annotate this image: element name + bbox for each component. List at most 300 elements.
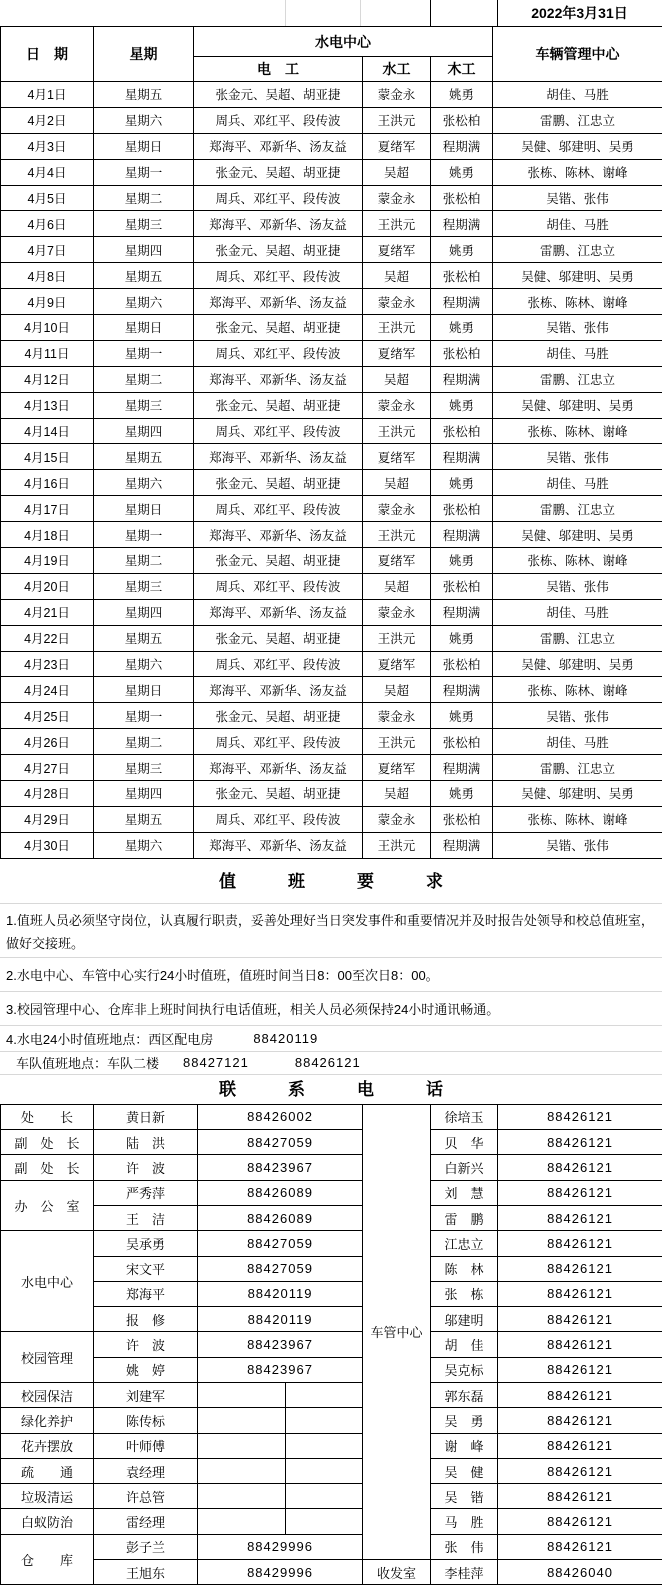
duty-note-5-label: 车队值班地点：车队二楼 xyxy=(16,1053,159,1072)
roster-cell-weekday: 星期五 xyxy=(94,263,194,289)
roster-cell-vehicle-duty: 张栋、陈林、谢峰 xyxy=(493,548,662,574)
roster-cell-plumber: 蒙金永 xyxy=(363,599,431,625)
roster-cell-plumber: 夏绪军 xyxy=(363,444,431,470)
contact-phone: 88423967 xyxy=(198,1155,363,1180)
contact-row xyxy=(1,1332,662,1357)
contact-name-right: 邬建明 xyxy=(431,1307,498,1332)
roster-row xyxy=(1,625,662,651)
roster-cell-vehicle-duty: 张栋、陈林、谢峰 xyxy=(493,418,662,444)
contact-phone-right: 88426121 xyxy=(498,1307,662,1332)
roster-cell-weekday: 星期一 xyxy=(94,522,194,548)
contact-row xyxy=(1,1509,662,1534)
contact-row xyxy=(1,1180,662,1205)
roster-cell-date: 4月29日 xyxy=(1,806,94,832)
roster-cell-date: 4月28日 xyxy=(1,781,94,807)
roster-row xyxy=(1,729,662,755)
contact-phone-right: 88426121 xyxy=(498,1509,662,1534)
roster-row xyxy=(1,832,662,858)
roster-cell-plumber: 夏绪军 xyxy=(363,340,431,366)
roster-cell-vehicle-duty: 胡佳、马胜 xyxy=(493,211,662,237)
roster-cell-date: 4月10日 xyxy=(1,315,94,341)
roster-cell-plumber: 吴超 xyxy=(363,470,431,496)
contact-name-right: 徐培玉 xyxy=(431,1104,498,1129)
duty-note-5 xyxy=(0,1052,662,1075)
roster-cell-carpenter: 姚勇 xyxy=(431,159,493,185)
roster-cell-vehicle-duty: 吴锴、张伟 xyxy=(493,444,662,470)
contact-phone-empty xyxy=(286,1484,363,1509)
roster-cell-date: 4月8日 xyxy=(1,263,94,289)
contact-phone: 88427059 xyxy=(198,1231,363,1256)
duty-note-1: 1.值班人员必须坚守岗位，认真履行职责，妥善处理好当日突发事件和重要情况并及时报告处领导和校总值班室，做好交接班。 xyxy=(0,904,662,958)
contact-name-right: 张 栋 xyxy=(431,1281,498,1306)
contact-name: 姚 婷 xyxy=(94,1357,198,1382)
roster-cell-plumber: 王洪元 xyxy=(363,418,431,444)
contact-row xyxy=(1,1560,662,1585)
roster-cell-electricians: 郑海平、邓新华、汤友益 xyxy=(194,289,363,315)
roster-cell-electricians: 张金元、吴超、胡亚捷 xyxy=(194,159,363,185)
contacts-table xyxy=(0,1104,662,1585)
roster-row xyxy=(1,444,662,470)
roster-cell-plumber: 吴超 xyxy=(363,781,431,807)
duty-requirements-title: 值班要求 xyxy=(0,859,662,904)
contact-row xyxy=(1,1104,662,1129)
roster-cell-weekday: 星期三 xyxy=(94,755,194,781)
roster-cell-vehicle-duty: 吴锴、张伟 xyxy=(493,315,662,341)
header-plumber: 水工 xyxy=(363,57,431,82)
contact-phone-right: 88426121 xyxy=(498,1458,662,1483)
roster-row xyxy=(1,677,662,703)
contact-row xyxy=(1,1155,662,1180)
roster-row xyxy=(1,340,662,366)
center-label: 收发室 xyxy=(363,1560,431,1585)
roster-cell-carpenter: 姚勇 xyxy=(431,392,493,418)
top-strip xyxy=(0,0,662,26)
roster-cell-plumber: 夏绪军 xyxy=(363,237,431,263)
roster-body xyxy=(1,82,662,859)
roster-cell-weekday: 星期六 xyxy=(94,651,194,677)
roster-cell-vehicle-duty: 吴锴、张伟 xyxy=(493,703,662,729)
contact-phone-empty xyxy=(198,1509,286,1534)
roster-cell-vehicle-duty: 吴健、邬建明、吴勇 xyxy=(493,651,662,677)
roster-cell-carpenter: 张松柏 xyxy=(431,263,493,289)
roster-cell-date: 4月24日 xyxy=(1,677,94,703)
contact-role: 校园保洁 xyxy=(1,1382,94,1407)
roster-row xyxy=(1,107,662,133)
contact-role: 办 公 室 xyxy=(1,1180,94,1231)
roster-cell-carpenter: 姚勇 xyxy=(431,315,493,341)
roster-row xyxy=(1,185,662,211)
roster-cell-carpenter: 程期满 xyxy=(431,832,493,858)
contact-name: 许 波 xyxy=(94,1155,198,1180)
roster-cell-date: 4月3日 xyxy=(1,133,94,159)
roster-row xyxy=(1,599,662,625)
roster-row xyxy=(1,781,662,807)
roster-cell-plumber: 蒙金永 xyxy=(363,289,431,315)
roster-cell-carpenter: 程期满 xyxy=(431,444,493,470)
contact-name-right: 吴 健 xyxy=(431,1458,498,1483)
contact-name-right: 江忠立 xyxy=(431,1231,498,1256)
contact-phone-right: 88426121 xyxy=(498,1484,662,1509)
roster-cell-weekday: 星期四 xyxy=(94,781,194,807)
contact-phone: 88423967 xyxy=(198,1332,363,1357)
contact-phone-empty xyxy=(286,1408,363,1433)
roster-cell-date: 4月27日 xyxy=(1,755,94,781)
contact-role: 垃圾清运 xyxy=(1,1484,94,1509)
contact-role: 白蚁防治 xyxy=(1,1509,94,1534)
contact-phone: 88426002 xyxy=(198,1104,363,1129)
roster-cell-electricians: 周兵、邓红平、段传波 xyxy=(194,806,363,832)
contacts-body xyxy=(1,1104,662,1585)
contact-name: 刘建军 xyxy=(94,1382,198,1407)
contact-name-right: 郭东磊 xyxy=(431,1382,498,1407)
contact-phone-right: 88426121 xyxy=(498,1281,662,1306)
roster-cell-date: 4月12日 xyxy=(1,366,94,392)
contact-phone-empty xyxy=(286,1382,363,1407)
roster-cell-vehicle-duty: 雷鹏、江忠立 xyxy=(493,625,662,651)
roster-cell-carpenter: 程期满 xyxy=(431,133,493,159)
roster-cell-plumber: 夏绪军 xyxy=(363,755,431,781)
contact-phone-right: 88426121 xyxy=(498,1332,662,1357)
roster-cell-carpenter: 姚勇 xyxy=(431,237,493,263)
roster-cell-date: 4月14日 xyxy=(1,418,94,444)
roster-cell-plumber: 王洪元 xyxy=(363,625,431,651)
contact-phone: 88427059 xyxy=(198,1130,363,1155)
center-label: 车管中心 xyxy=(363,1104,431,1559)
contact-phone-empty xyxy=(198,1408,286,1433)
contact-row xyxy=(1,1408,662,1433)
roster-row xyxy=(1,703,662,729)
roster-cell-plumber: 夏绪军 xyxy=(363,651,431,677)
contact-name-right: 吴克标 xyxy=(431,1357,498,1382)
header-vehicle-center: 车辆管理中心 xyxy=(493,27,662,82)
roster-cell-weekday: 星期三 xyxy=(94,211,194,237)
roster-cell-carpenter: 程期满 xyxy=(431,755,493,781)
roster-cell-weekday: 星期日 xyxy=(94,496,194,522)
roster-cell-carpenter: 姚勇 xyxy=(431,781,493,807)
roster-cell-plumber: 蒙金永 xyxy=(363,703,431,729)
contact-phone-right: 88426121 xyxy=(498,1433,662,1458)
contact-name: 吴承勇 xyxy=(94,1231,198,1256)
contact-phone-right: 88426121 xyxy=(498,1180,662,1205)
contact-phone-empty xyxy=(198,1484,286,1509)
roster-cell-electricians: 张金元、吴超、胡亚捷 xyxy=(194,470,363,496)
gridline xyxy=(285,0,286,26)
roster-cell-electricians: 郑海平、邓新华、汤友益 xyxy=(194,755,363,781)
roster-cell-weekday: 星期三 xyxy=(94,392,194,418)
roster-cell-plumber: 王洪元 xyxy=(363,211,431,237)
contact-name: 黄日新 xyxy=(94,1104,198,1129)
roster-cell-weekday: 星期五 xyxy=(94,806,194,832)
roster-cell-plumber: 夏绪军 xyxy=(363,133,431,159)
contact-row xyxy=(1,1307,662,1332)
roster-cell-plumber: 蒙金永 xyxy=(363,82,431,108)
roster-row xyxy=(1,263,662,289)
roster-cell-weekday: 星期三 xyxy=(94,573,194,599)
roster-cell-electricians: 张金元、吴超、胡亚捷 xyxy=(194,392,363,418)
roster-cell-carpenter: 张松柏 xyxy=(431,729,493,755)
contact-phone-right: 88426121 xyxy=(498,1534,662,1559)
roster-cell-electricians: 郑海平、邓新华、汤友益 xyxy=(194,832,363,858)
roster-cell-electricians: 郑海平、邓新华、汤友益 xyxy=(194,211,363,237)
roster-cell-carpenter: 张松柏 xyxy=(431,573,493,599)
contact-name-right: 吴 勇 xyxy=(431,1408,498,1433)
roster-cell-electricians: 张金元、吴超、胡亚捷 xyxy=(194,781,363,807)
contact-row xyxy=(1,1205,662,1230)
roster-cell-vehicle-duty: 吴健、邬建明、吴勇 xyxy=(493,522,662,548)
duty-note-5-phone-1: 88427121 xyxy=(183,1055,249,1070)
contact-phone-right: 88426121 xyxy=(498,1231,662,1256)
contact-role: 仓 库 xyxy=(1,1534,94,1585)
roster-cell-carpenter: 姚勇 xyxy=(431,625,493,651)
roster-row xyxy=(1,522,662,548)
contact-phone-right: 88426121 xyxy=(498,1382,662,1407)
roster-cell-date: 4月1日 xyxy=(1,82,94,108)
roster-cell-vehicle-duty: 吴健、邬建明、吴勇 xyxy=(493,781,662,807)
contact-role: 花卉摆放 xyxy=(1,1433,94,1458)
roster-cell-weekday: 星期四 xyxy=(94,237,194,263)
contact-name: 宋文平 xyxy=(94,1256,198,1281)
roster-cell-weekday: 星期日 xyxy=(94,133,194,159)
contact-name: 王旭东 xyxy=(94,1560,198,1585)
roster-cell-date: 4月22日 xyxy=(1,625,94,651)
roster-cell-carpenter: 张松柏 xyxy=(431,185,493,211)
roster-cell-date: 4月9日 xyxy=(1,289,94,315)
roster-cell-vehicle-duty: 雷鹏、江忠立 xyxy=(493,366,662,392)
roster-cell-weekday: 星期一 xyxy=(94,340,194,366)
duty-note-5-phone-2: 88426121 xyxy=(295,1055,361,1070)
contact-phone-empty xyxy=(198,1433,286,1458)
roster-cell-carpenter: 张松柏 xyxy=(431,418,493,444)
header-utility-center: 水电中心 xyxy=(194,27,493,57)
roster-cell-date: 4月15日 xyxy=(1,444,94,470)
roster-row xyxy=(1,211,662,237)
roster-cell-plumber: 吴超 xyxy=(363,677,431,703)
roster-cell-plumber: 吴超 xyxy=(363,159,431,185)
contact-name: 陆 洪 xyxy=(94,1130,198,1155)
roster-cell-date: 4月13日 xyxy=(1,392,94,418)
contact-name: 彭子兰 xyxy=(94,1534,198,1559)
roster-cell-plumber: 吴超 xyxy=(363,573,431,599)
roster-cell-electricians: 郑海平、邓新华、汤友益 xyxy=(194,366,363,392)
contact-row xyxy=(1,1130,662,1155)
roster-cell-vehicle-duty: 吴锴、张伟 xyxy=(493,832,662,858)
contact-phone-right: 88426121 xyxy=(498,1130,662,1155)
contact-name-right: 马 胜 xyxy=(431,1509,498,1534)
duty-note-4-label: 4.水电24小时值班地点：西区配电房 xyxy=(6,1029,213,1048)
roster-cell-electricians: 张金元、吴超、胡亚捷 xyxy=(194,703,363,729)
roster-row xyxy=(1,548,662,574)
contact-role: 副 处 长 xyxy=(1,1130,94,1155)
roster-cell-date: 4月7日 xyxy=(1,237,94,263)
roster-cell-electricians: 张金元、吴超、胡亚捷 xyxy=(194,625,363,651)
roster-cell-weekday: 星期四 xyxy=(94,599,194,625)
contact-phone: 88420119 xyxy=(198,1307,363,1332)
contact-phone: 88429996 xyxy=(198,1560,363,1585)
roster-row xyxy=(1,573,662,599)
contact-phone-right: 88426040 xyxy=(498,1560,662,1585)
header-carpenter: 木工 xyxy=(431,57,493,82)
header-electrician: 电 工 xyxy=(194,57,363,82)
roster-table xyxy=(0,26,662,859)
roster-row xyxy=(1,418,662,444)
roster-cell-electricians: 周兵、邓红平、段传波 xyxy=(194,185,363,211)
roster-cell-date: 4月6日 xyxy=(1,211,94,237)
roster-row xyxy=(1,159,662,185)
roster-cell-electricians: 郑海平、邓新华、汤友益 xyxy=(194,444,363,470)
contact-row xyxy=(1,1382,662,1407)
roster-cell-electricians: 周兵、邓红平、段传波 xyxy=(194,729,363,755)
roster-row xyxy=(1,133,662,159)
roster-cell-date: 4月20日 xyxy=(1,573,94,599)
roster-cell-plumber: 王洪元 xyxy=(363,315,431,341)
roster-cell-weekday: 星期二 xyxy=(94,185,194,211)
roster-cell-date: 4月2日 xyxy=(1,107,94,133)
roster-cell-weekday: 星期五 xyxy=(94,82,194,108)
roster-cell-vehicle-duty: 雷鹏、江忠立 xyxy=(493,237,662,263)
roster-cell-weekday: 星期日 xyxy=(94,315,194,341)
roster-row xyxy=(1,470,662,496)
roster-cell-carpenter: 张松柏 xyxy=(431,107,493,133)
roster-cell-vehicle-duty: 雷鹏、江忠立 xyxy=(493,496,662,522)
roster-cell-weekday: 星期六 xyxy=(94,289,194,315)
contact-phone-right: 88426121 xyxy=(498,1205,662,1230)
roster-cell-electricians: 郑海平、邓新华、汤友益 xyxy=(194,599,363,625)
roster-cell-date: 4月26日 xyxy=(1,729,94,755)
roster-cell-plumber: 王洪元 xyxy=(363,107,431,133)
contact-role: 疏 通 xyxy=(1,1458,94,1483)
roster-cell-electricians: 张金元、吴超、胡亚捷 xyxy=(194,82,363,108)
contact-role: 处 长 xyxy=(1,1104,94,1129)
roster-cell-carpenter: 程期满 xyxy=(431,677,493,703)
roster-row xyxy=(1,82,662,108)
contact-phone: 88427059 xyxy=(198,1256,363,1281)
roster-cell-carpenter: 姚勇 xyxy=(431,703,493,729)
roster-cell-date: 4月19日 xyxy=(1,548,94,574)
contact-name: 许总管 xyxy=(94,1484,198,1509)
contact-phone-right: 88426121 xyxy=(498,1104,662,1129)
roster-cell-weekday: 星期五 xyxy=(94,444,194,470)
roster-cell-electricians: 周兵、邓红平、段传波 xyxy=(194,340,363,366)
roster-cell-plumber: 吴超 xyxy=(363,263,431,289)
roster-cell-carpenter: 姚勇 xyxy=(431,548,493,574)
contact-name: 袁经理 xyxy=(94,1458,198,1483)
contact-phone-right: 88426121 xyxy=(498,1155,662,1180)
roster-cell-weekday: 星期日 xyxy=(94,677,194,703)
header-date: 日 期 xyxy=(1,27,94,82)
roster-cell-vehicle-duty: 张栋、陈林、谢峰 xyxy=(493,159,662,185)
roster-cell-date: 4月4日 xyxy=(1,159,94,185)
roster-cell-date: 4月16日 xyxy=(1,470,94,496)
contact-phone-empty xyxy=(198,1458,286,1483)
roster-cell-carpenter: 姚勇 xyxy=(431,82,493,108)
roster-cell-weekday: 星期一 xyxy=(94,703,194,729)
contact-row xyxy=(1,1433,662,1458)
roster-row xyxy=(1,392,662,418)
roster-cell-plumber: 蒙金永 xyxy=(363,392,431,418)
roster-row xyxy=(1,496,662,522)
roster-cell-weekday: 星期二 xyxy=(94,729,194,755)
roster-cell-vehicle-duty: 胡佳、马胜 xyxy=(493,82,662,108)
roster-cell-date: 4月18日 xyxy=(1,522,94,548)
roster-cell-carpenter: 程期满 xyxy=(431,599,493,625)
roster-row xyxy=(1,289,662,315)
contact-row xyxy=(1,1534,662,1559)
roster-cell-date: 4月23日 xyxy=(1,651,94,677)
roster-cell-vehicle-duty: 胡佳、马胜 xyxy=(493,340,662,366)
contact-row xyxy=(1,1357,662,1382)
contact-phone: 88426089 xyxy=(198,1205,363,1230)
header-weekday: 星期 xyxy=(94,27,194,82)
duty-note-3: 3.校园管理中心、仓库非上班时间执行电话值班，相关人员必须保持24小时通讯畅通。 xyxy=(0,992,662,1026)
roster-cell-vehicle-duty: 吴健、邬建明、吴勇 xyxy=(493,133,662,159)
roster-cell-plumber: 蒙金永 xyxy=(363,496,431,522)
contact-row xyxy=(1,1256,662,1281)
roster-cell-vehicle-duty: 胡佳、马胜 xyxy=(493,470,662,496)
roster-cell-electricians: 周兵、邓红平、段传波 xyxy=(194,573,363,599)
contact-name-right: 谢 峰 xyxy=(431,1433,498,1458)
roster-row xyxy=(1,806,662,832)
roster-cell-weekday: 星期六 xyxy=(94,832,194,858)
contact-name: 严秀萍 xyxy=(94,1180,198,1205)
contact-row xyxy=(1,1231,662,1256)
roster-cell-carpenter: 张松柏 xyxy=(431,651,493,677)
roster-cell-plumber: 夏绪军 xyxy=(363,548,431,574)
roster-cell-plumber: 王洪元 xyxy=(363,522,431,548)
roster-cell-plumber: 王洪元 xyxy=(363,729,431,755)
roster-cell-vehicle-duty: 吴锴、张伟 xyxy=(493,185,662,211)
contact-role: 副 处 长 xyxy=(1,1155,94,1180)
contact-name: 陈传标 xyxy=(94,1408,198,1433)
contact-role: 校园管理 xyxy=(1,1332,94,1383)
roster-cell-electricians: 周兵、邓红平、段传波 xyxy=(194,263,363,289)
roster-cell-carpenter: 张松柏 xyxy=(431,340,493,366)
contact-phone-right: 88426121 xyxy=(498,1408,662,1433)
contact-phone-empty xyxy=(286,1433,363,1458)
contact-name-right: 陈 林 xyxy=(431,1256,498,1281)
contact-phone-empty xyxy=(198,1382,286,1407)
roster-cell-date: 4月25日 xyxy=(1,703,94,729)
roster-cell-weekday: 星期二 xyxy=(94,548,194,574)
roster-cell-electricians: 周兵、邓红平、段传波 xyxy=(194,496,363,522)
contact-name: 许 波 xyxy=(94,1332,198,1357)
roster-row xyxy=(1,755,662,781)
contact-phone-empty xyxy=(286,1509,363,1534)
roster-cell-electricians: 郑海平、邓新华、汤友益 xyxy=(194,522,363,548)
roster-cell-electricians: 张金元、吴超、胡亚捷 xyxy=(194,237,363,263)
roster-cell-vehicle-duty: 张栋、陈林、谢峰 xyxy=(493,806,662,832)
roster-cell-carpenter: 程期满 xyxy=(431,366,493,392)
contact-role: 绿化养护 xyxy=(1,1408,94,1433)
contact-name-right: 雷 鹏 xyxy=(431,1205,498,1230)
roster-cell-weekday: 星期五 xyxy=(94,625,194,651)
roster-cell-weekday: 星期二 xyxy=(94,366,194,392)
contact-phone-right: 88426121 xyxy=(498,1256,662,1281)
roster-cell-carpenter: 张松柏 xyxy=(431,496,493,522)
contact-role: 水电中心 xyxy=(1,1231,94,1332)
contact-name-right: 胡 佳 xyxy=(431,1332,498,1357)
gridline xyxy=(430,0,431,26)
roster-cell-weekday: 星期一 xyxy=(94,159,194,185)
roster-cell-date: 4月5日 xyxy=(1,185,94,211)
roster-cell-vehicle-duty: 雷鹏、江忠立 xyxy=(493,755,662,781)
contact-phone: 88429996 xyxy=(198,1534,363,1559)
roster-row xyxy=(1,651,662,677)
contact-phone-empty xyxy=(286,1458,363,1483)
roster-cell-electricians: 张金元、吴超、胡亚捷 xyxy=(194,548,363,574)
roster-cell-carpenter: 程期满 xyxy=(431,522,493,548)
contact-name-right: 贝 华 xyxy=(431,1130,498,1155)
roster-cell-weekday: 星期六 xyxy=(94,107,194,133)
